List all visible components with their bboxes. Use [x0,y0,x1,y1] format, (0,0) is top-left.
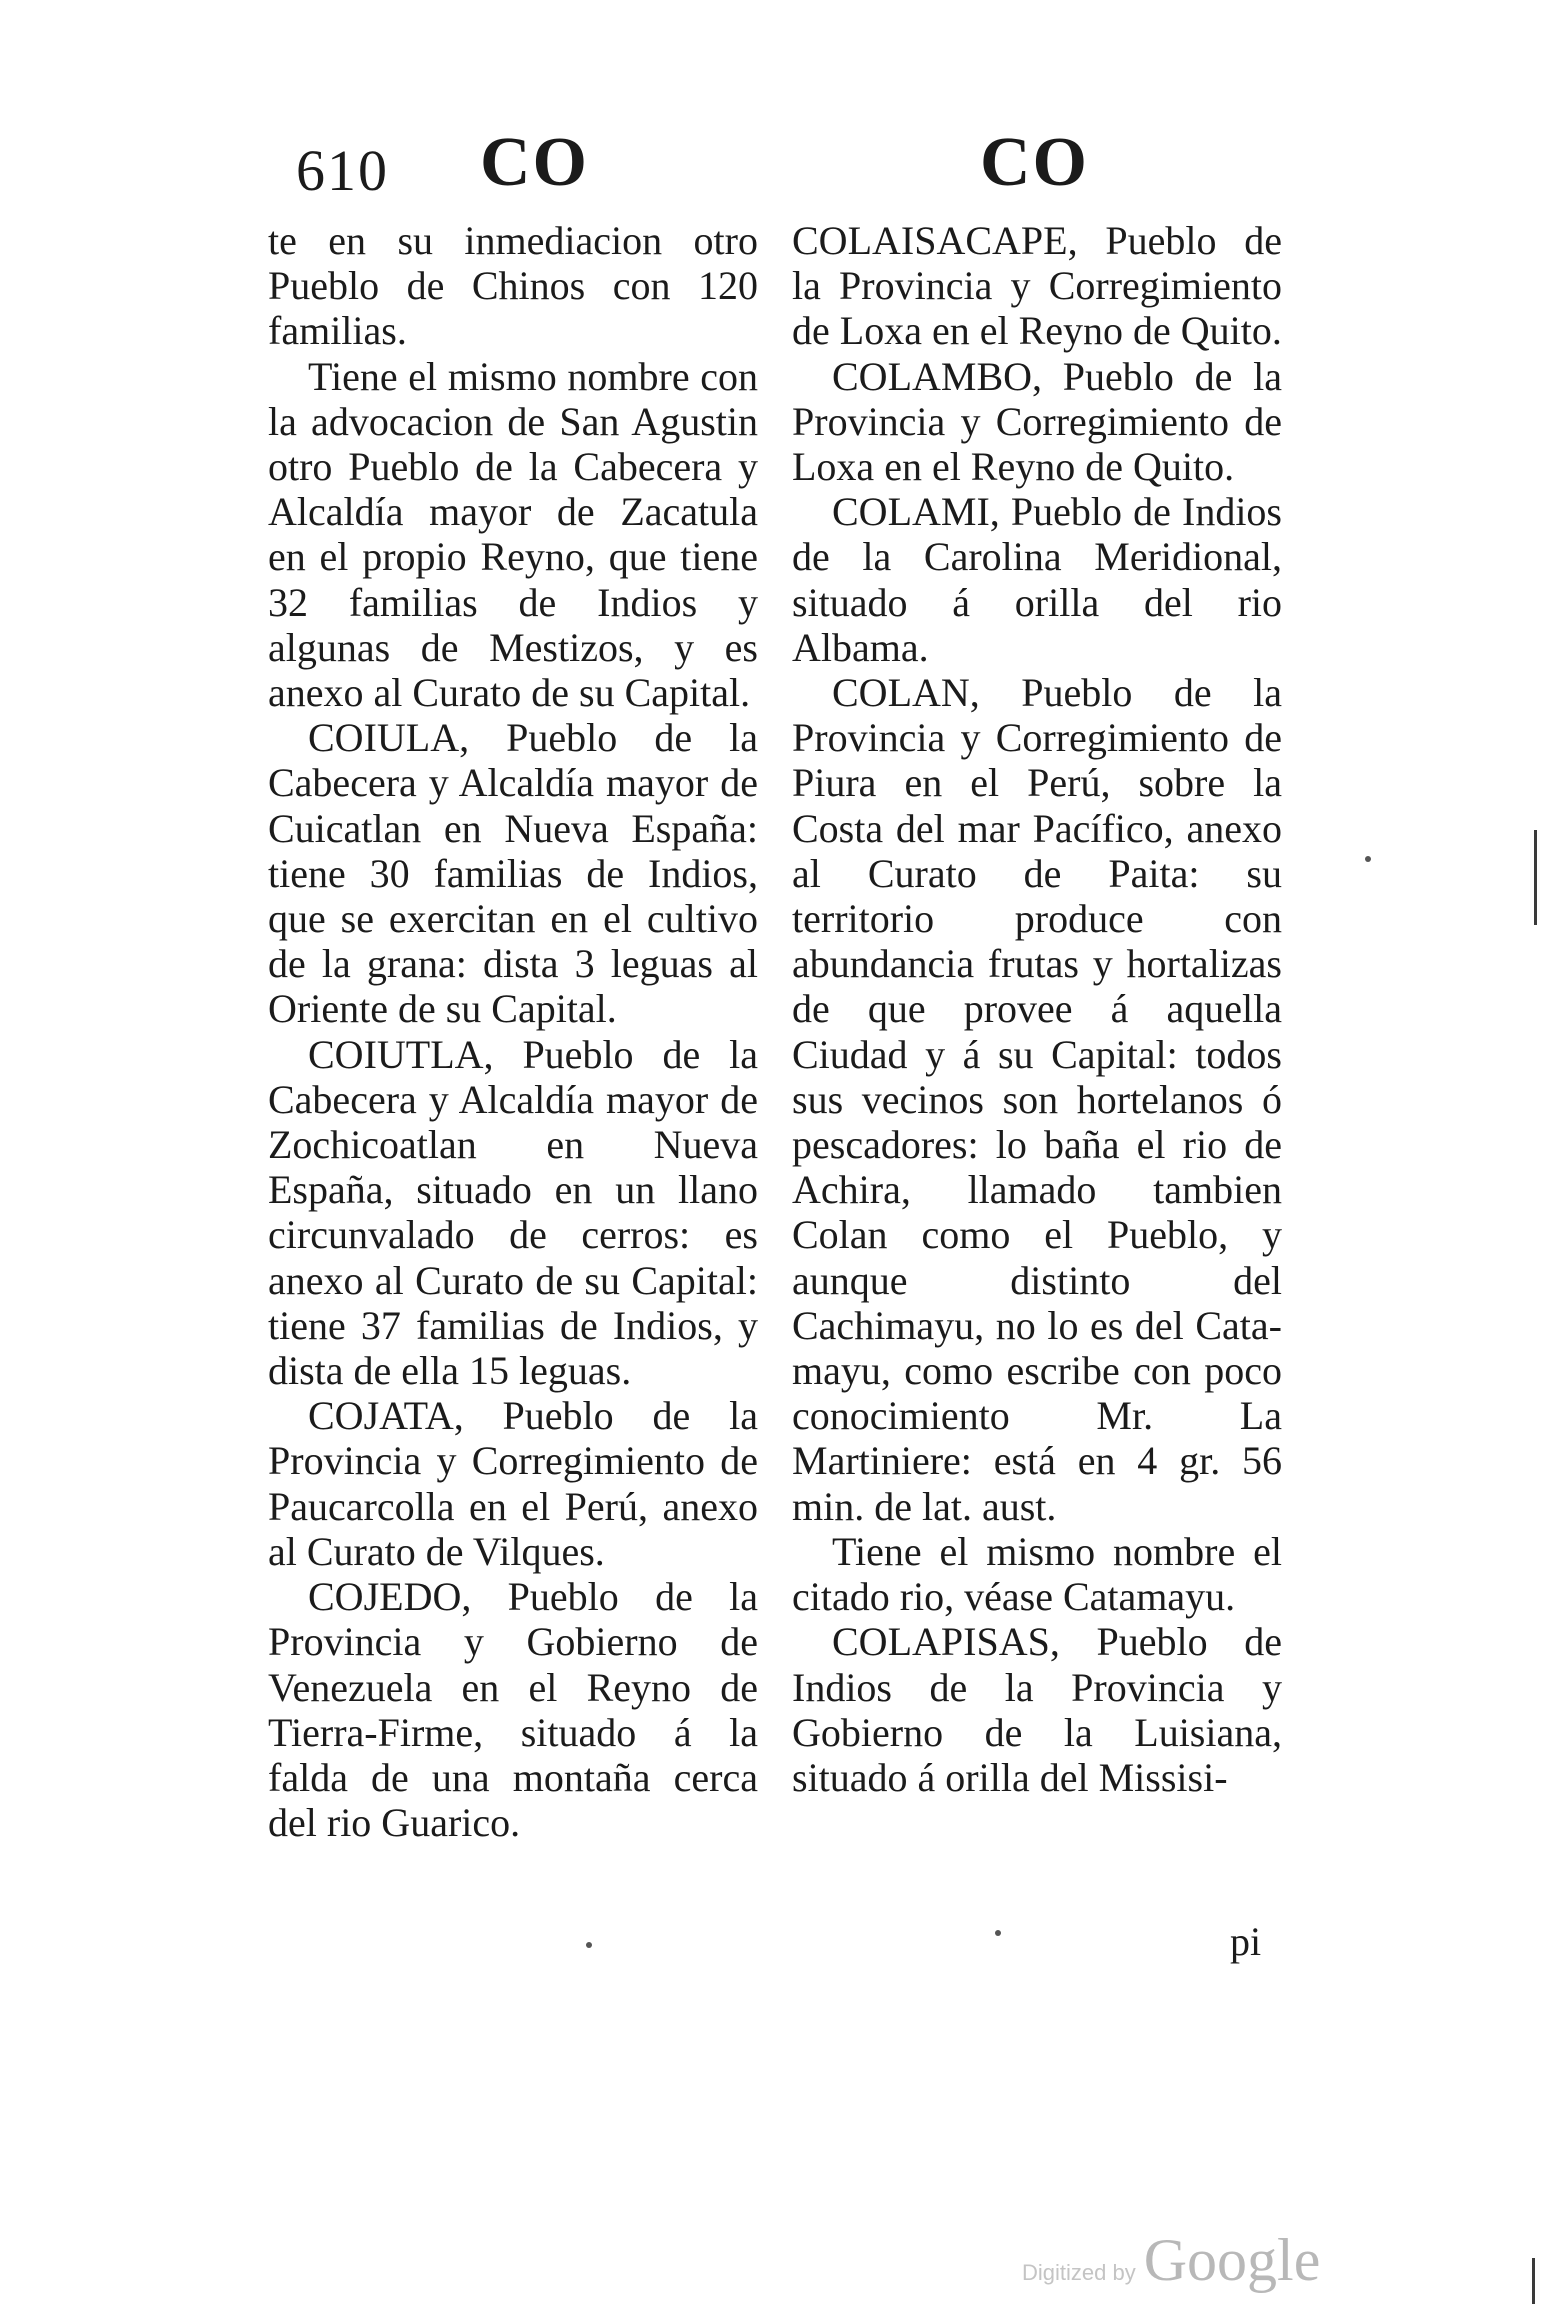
running-head-left: CO [480,124,589,201]
entry-cojata: COJATA, Pueblo de la Provincia y Corregimiento de Paucarcolla en el Perú, anexo al Curato de Vilques. [268,1393,758,1574]
watermark-prefix: Digitized by [1022,2260,1136,2285]
entry-colambo: COLAMBO, Pueblo de la Provincia y Corregimiento de Loxa en el Reyno de Quito. [792,353,1282,490]
running-head-right: CO [980,124,1089,201]
entry-colan: COLAN, Pueblo de la Provincia y Corregimiento de Piura en el Perú, sobre la Costa del mar Pacífico, anexo al Curato de Paita: su territorio produce con abundancia frutas y hortalizas de que provee á aquella Ciudad y á su Capital: todos sus vecinos son hortelanos ó pescadores: lo baña el rio de Achira, llamado tambien Colan como el Pueblo, y aunque distinto del Cachimayu, no lo es del Cata-mayu, como escribe con poco conocimiento Mr. La Martiniere: está en 4 gr. 56 min. de lat. aust. [792,670,1282,1529]
digitized-watermark [1022,2226,1320,2295]
left-paragraph-2: Tiene el mismo nombre con la advocacion de San Agustin otro Pueblo de la Cabecera y Alcaldía mayor de Zacatula en el propio Reyno, que tiene 32 familias de Indios y algunas de Mestizos, y es anexo al Curato de su Capital. [268,353,758,716]
left-paragraph-1: te en su inmediacion otro Pueblo de Chinos con 120 familias. [268,218,758,354]
page-edge-mark [1532,2258,1535,2304]
page-edge-mark [1534,830,1537,925]
speck [995,1930,1001,1936]
catchword: pi [1230,1919,1262,1964]
entry-coiutla: COIUTLA, Pueblo de la Cabecera y Alcaldía mayor de Zochicoatlan en Nueva España, situado en un llano circunvalado de cerros: es anexo al Curato de su Capital: tiene 37 familias de Indios, y dista de ella 15 leguas. [268,1031,758,1394]
google-logo: Google [1143,2227,1321,2293]
entry-coiula: COIULA, Pueblo de la Cabecera y Alcaldía mayor de Cuicatlan en Nueva España: tiene 30 familias de Indios, que se exercitan en el cultivo de la grana: dista 3 leguas al Oriente de su Capital. [268,715,758,1032]
entry-colapisas: COLAPISAS, Pueblo de Indios de la Provincia y Gobierno de la Luisiana, situado á orilla del Missisi- [792,1619,1282,1800]
entry-colami: COLAMI, Pueblo de Indios de la Carolina Meridional, situado á orilla del rio Albama. [792,489,1282,670]
speck [1365,856,1371,862]
right-paragraph-rio: Tiene el mismo nombre el citado rio, véase Catamayu. [792,1528,1282,1620]
speck [586,1942,592,1948]
entry-colaisacape: COLAISACAPE, Pueblo de la Provincia y Corregimiento de Loxa en el Reyno de Quito. [792,218,1282,354]
entry-cojedo: COJEDO, Pueblo de la Provincia y Gobierno de Venezuela en el Reyno de Tierra-Firme, situado á la falda de una montaña cerca del rio Guarico. [268,1574,758,1846]
right-column [792,218,1282,1800]
page-number: 610 [296,138,389,203]
left-column [268,218,758,1845]
